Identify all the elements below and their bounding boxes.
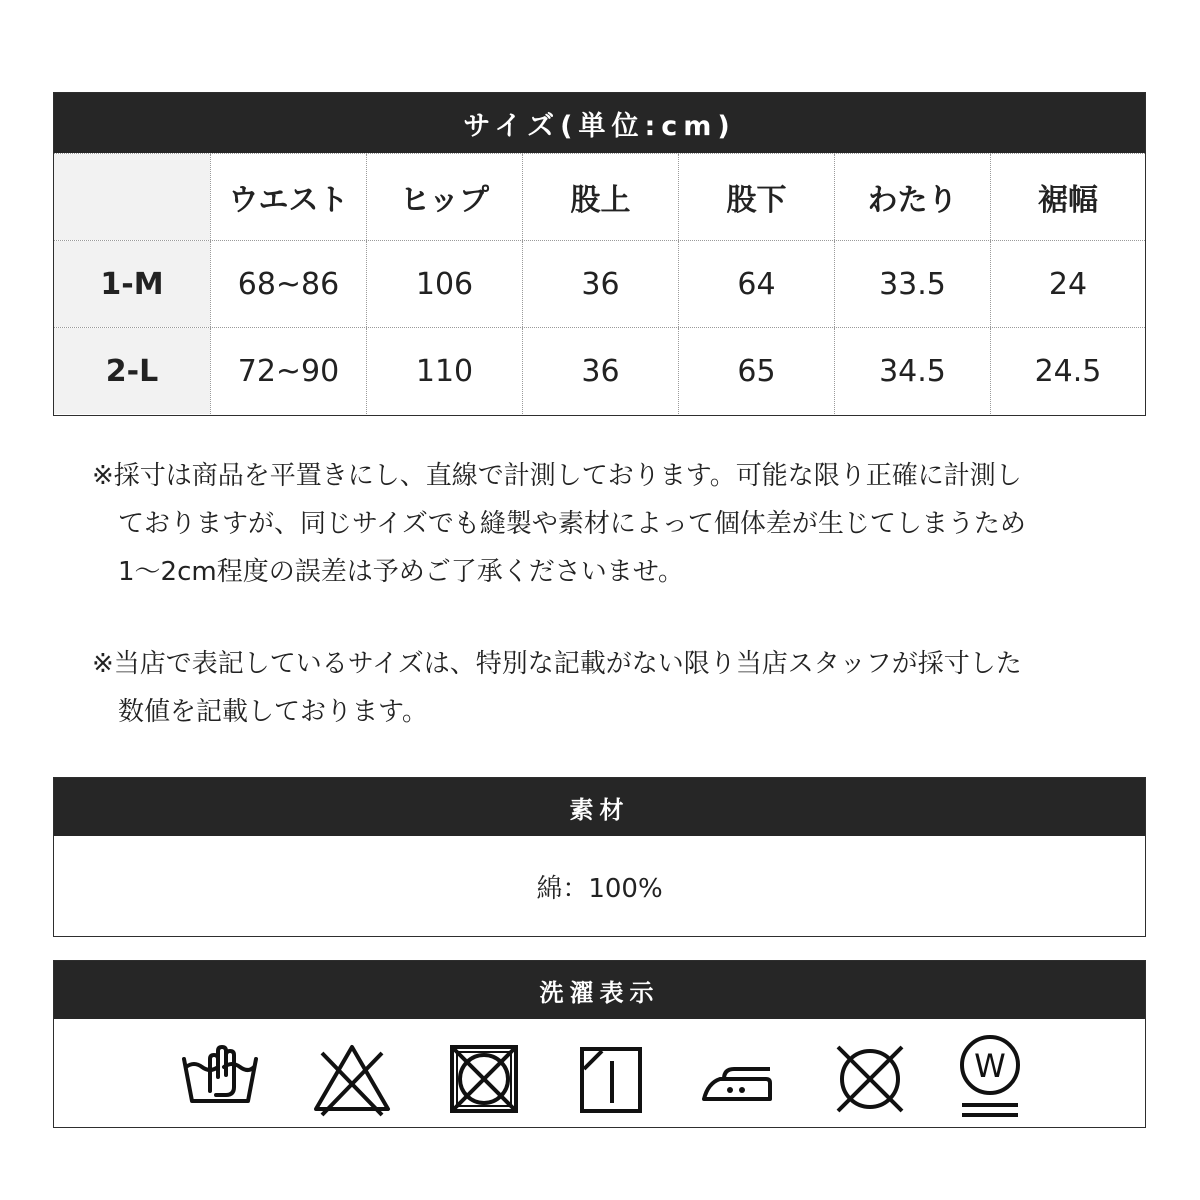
note-line: 1～2cm程度の誤差は予めご了承くださいませ。 bbox=[118, 557, 684, 587]
iron-medium-icon bbox=[700, 1039, 780, 1119]
header-cell-hip: ヒップ bbox=[366, 154, 522, 240]
measurement-note bbox=[92, 452, 1142, 596]
note-line: ※当店で表記しているサイズは、特別な記載がない限り当店スタッフが採寸した bbox=[92, 649, 1022, 679]
header-cell-thigh: わたり bbox=[834, 154, 990, 240]
care-icons-row bbox=[54, 1019, 1145, 1127]
waist-cell: 72~90 bbox=[210, 328, 366, 414]
inseam-cell: 65 bbox=[678, 328, 834, 414]
thigh-cell: 33.5 bbox=[834, 241, 990, 327]
hip-cell: 110 bbox=[366, 328, 522, 414]
table-row bbox=[54, 327, 1145, 414]
material-title: 素材 bbox=[54, 778, 1145, 836]
table-row bbox=[54, 240, 1145, 327]
header-cell-blank bbox=[54, 154, 210, 240]
wet-clean-gentle-icon bbox=[950, 1033, 1030, 1123]
header-cell-inseam: 股下 bbox=[678, 154, 834, 240]
thigh-cell: 34.5 bbox=[834, 328, 990, 414]
size-table bbox=[53, 92, 1146, 416]
staff-measure-note bbox=[92, 640, 1142, 736]
material-value: 綿：100% bbox=[536, 873, 663, 904]
size-label-cell: 2-L bbox=[54, 328, 210, 414]
wet-clean-letter: W bbox=[974, 1047, 1006, 1085]
hem-cell: 24 bbox=[990, 241, 1145, 327]
note-line: ておりますが、同じサイズでも縫製や素材によって個体差が生じてしまうため bbox=[118, 509, 1026, 539]
waist-cell: 68~86 bbox=[210, 241, 366, 327]
care-title: 洗濯表示 bbox=[54, 961, 1145, 1019]
header-cell-hem: 裾幅 bbox=[990, 154, 1145, 240]
hem-cell: 24.5 bbox=[990, 328, 1145, 414]
size-table-title: サイズ(単位:cm) bbox=[54, 93, 1145, 153]
no-tumble-dry-icon bbox=[444, 1039, 524, 1119]
note-line: 数値を記載しております。 bbox=[118, 697, 428, 727]
material-section bbox=[53, 777, 1146, 937]
size-label-cell: 1-M bbox=[54, 241, 210, 327]
header-cell-rise: 股上 bbox=[522, 154, 678, 240]
size-table-header-row bbox=[54, 153, 1145, 240]
rise-cell: 36 bbox=[522, 328, 678, 414]
no-bleach-icon bbox=[312, 1039, 392, 1119]
line-dry-shade-icon bbox=[570, 1039, 650, 1119]
care-section bbox=[53, 960, 1146, 1128]
rise-cell: 36 bbox=[522, 241, 678, 327]
header-cell-waist: ウエスト bbox=[210, 154, 366, 240]
note-line: ※採寸は商品を平置きにし、直線で計測しております。可能な限り正確に計測し bbox=[92, 461, 1022, 491]
hip-cell: 106 bbox=[366, 241, 522, 327]
hand-wash-icon bbox=[180, 1039, 260, 1119]
inseam-cell: 64 bbox=[678, 241, 834, 327]
no-dry-clean-icon bbox=[830, 1039, 910, 1119]
